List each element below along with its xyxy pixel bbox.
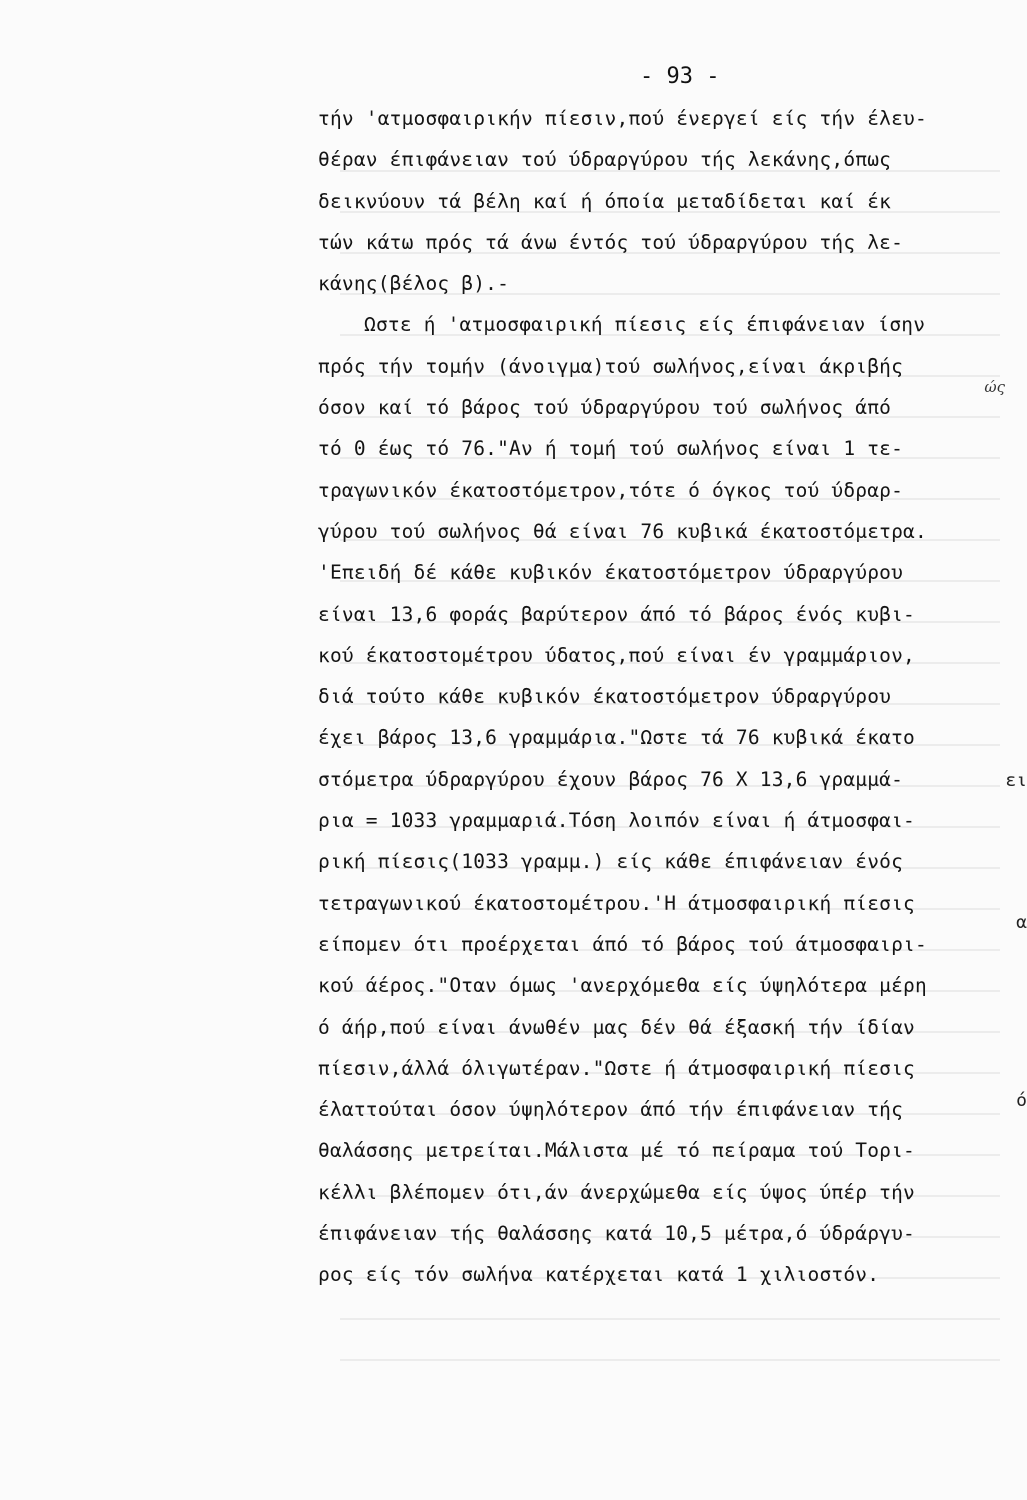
text-line: ρική πίεσις(1033 γραμμ.) είς κάθε έπιφάνειαν ένός [318, 850, 904, 874]
body-text [318, 98, 998, 1296]
text-line: πίεσιν,άλλά όλιγωτέραν."Ωστε ή άτμοσφαιρική πίεσις [318, 1056, 915, 1080]
text-line: κέλλι βλέπομεν ότι,άν άνερχώμεθα είς ύψος ύπέρ τήν [318, 1180, 915, 1204]
edge-mark: α [1016, 912, 1027, 933]
text-line: θαλάσσης μετρείται.Μάλιστα μέ τό πείραμα τού Τορι- [318, 1139, 915, 1163]
text-line: κού έκατοστομέτρου ύδατος,πού είναι έν γραμμάριον, [318, 643, 915, 667]
text-line: είναι 13,6 φοράς βαρύτερον άπό τό βάρος ένός κυβι- [318, 602, 915, 626]
text-line: Ωστε ή 'ατμοσφαιρική πίεσις είς έπιφάνειαν ίσην [364, 313, 926, 337]
text-line: τήν 'ατμοσφαιρικήν πίεσιν,πού ένεργεί είς τήν έλευ- [318, 107, 927, 130]
text-line: τό 0 έως τό 76."Αν ή τομή τού σωλήνος είναι 1 τε- [318, 437, 904, 461]
text-line: θέραν έπιφάνειαν τού ύδραργύρου τής λεκάνης,όπως [318, 148, 892, 172]
page-number: - 93 - [640, 64, 720, 89]
text-line: κού άέρος."Οταν όμως 'ανερχόμεθα είς ύψηλότερα μέρη [318, 974, 927, 998]
text-line: ρος είς τόν σωλήνα κατέρχεται κατά 1 χιλιοστόν. [318, 1263, 880, 1287]
text-line: τετραγωνικού έκατοστομέτρου.'Η άτμοσφαιρική πίεσις [318, 891, 915, 915]
text-line: γύρου τού σωλήνος θά είναι 76 κυβικά έκατοστόμετρα. [318, 519, 927, 543]
text-line: δεικνύουν τά βέλη καί ή όποία μεταδίδεται καί έκ [318, 189, 892, 213]
text-line: έλαττούται όσον ύψηλότερον άπό τήν έπιφάνειαν τής [318, 1098, 904, 1122]
handwritten-margin-note: ώς [984, 378, 1005, 396]
text-line: στόμετρα ύδραργύρου έχουν βάρος 76 Χ 13,6 γραμμά- [318, 767, 904, 791]
text-line: κάνης(βέλος β).- [318, 272, 510, 296]
text-line: όσον καί τό βάρος τού ύδραργύρου τού σωλήνος άπό [318, 396, 892, 420]
text-line: είπομεν ότι προέρχεται άπό τό βάρος τού άτμοσφαιρι- [318, 932, 927, 956]
text-line: πρός τήν τομήν (άνοιγμα)τού σωλήνος,είναι άκριβής [318, 354, 904, 378]
edge-mark: ει [1005, 770, 1027, 791]
text-line: έπιφάνειαν τής θαλάσσης κατά 10,5 μέτρα,ό ύδράργυ- [318, 1222, 915, 1246]
text-line: τών κάτω πρός τά άνω έντός τού ύδραργύρου τής λε- [318, 230, 904, 254]
text-line: τραγωνικόν έκατοστόμετρον,τότε ό όγκος τού ύδραρ- [318, 478, 904, 502]
edge-mark: ό [1016, 1090, 1027, 1111]
text-line: 'Επειδή δέ κάθε κυβικόν έκατοστόμετρον ύδραργύρου [318, 561, 904, 585]
text-line: ό άήρ,πού είναι άνωθέν μας δέν θά έξασκή τήν ίδίαν [318, 1015, 915, 1039]
text-line: διά τούτο κάθε κυβικόν έκατοστόμετρον ύδραργύρου [318, 685, 892, 709]
text-line: ρια = 1033 γραμμαριά.Τόση λοιπόν είναι ή άτμοσφαι- [318, 809, 915, 833]
text-line: έχει βάρος 13,6 γραμμάρια."Ωστε τά 76 κυβικά έκατο [318, 726, 915, 750]
